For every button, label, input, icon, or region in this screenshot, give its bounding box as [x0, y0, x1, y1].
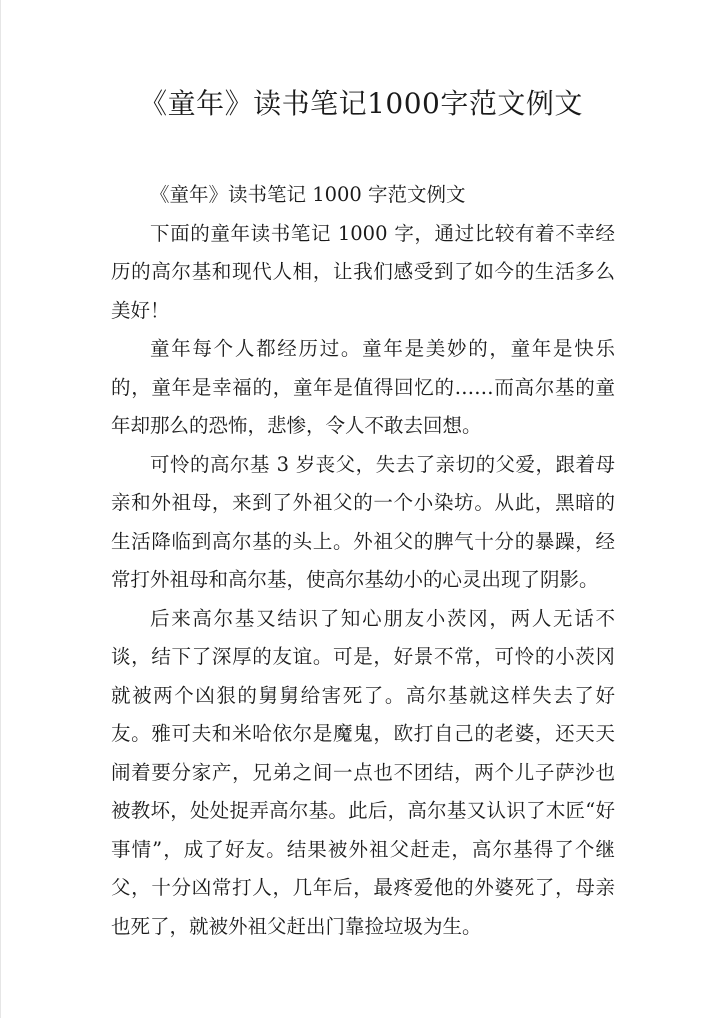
paragraph-intro: 下面的童年读书笔记 1000 字，通过比较有着不幸经历的高尔基和现代人相，让我们感受到了如今的生活多么美好！	[111, 221, 615, 322]
paragraph-childhood: 童年每个人都经历过。童年是美妙的，童年是快乐的，童年是幸福的，童年是值得回忆的……而高尔基的童年却那么的恐怖，悲惨，令人不敢去回想。	[111, 337, 615, 437]
paragraph-friends: 后来高尔基又结识了知心朋友小茨冈，两人无话不谈，结下了深厚的友谊。可是，好景不常，可怜的小茨冈就被两个凶狠的舅舅给害死了。高尔基就这样失去了好友。雅可夫和米哈依尔是魔鬼，欧打自己的老婆，还天天闹着要分家产，兄弟之间一点也不团结，两个儿子萨沙也被教坏，处处捉弄高尔基。此后，高尔基又认识了木匠“好事情”，成了好友。结果被外祖父赶走，高尔基得了个继父，十分凶常打人，几年后，最疼爱他的外婆死了，母亲也死了，就被外祖父赶出门靠捡垃圾为生。	[111, 606, 615, 938]
paragraph-father-loss: 可怜的高尔基 3 岁丧父，失去了亲切的父爱，跟着母亲和外祖母，来到了外祖父的一个小染坊。从此，黑暗的生活降临到高尔基的头上。外祖父的脾气十分的暴躁，经常打外祖母和高尔基，使高尔基幼小的心灵出现了阴影。	[111, 452, 615, 591]
document-title: 《童年》读书笔记1000字范文例文	[139, 87, 583, 120]
paragraph-subtitle: 《童年》读书笔记 1000 字范文例文	[150, 183, 466, 206]
document-body	[111, 176, 615, 946]
